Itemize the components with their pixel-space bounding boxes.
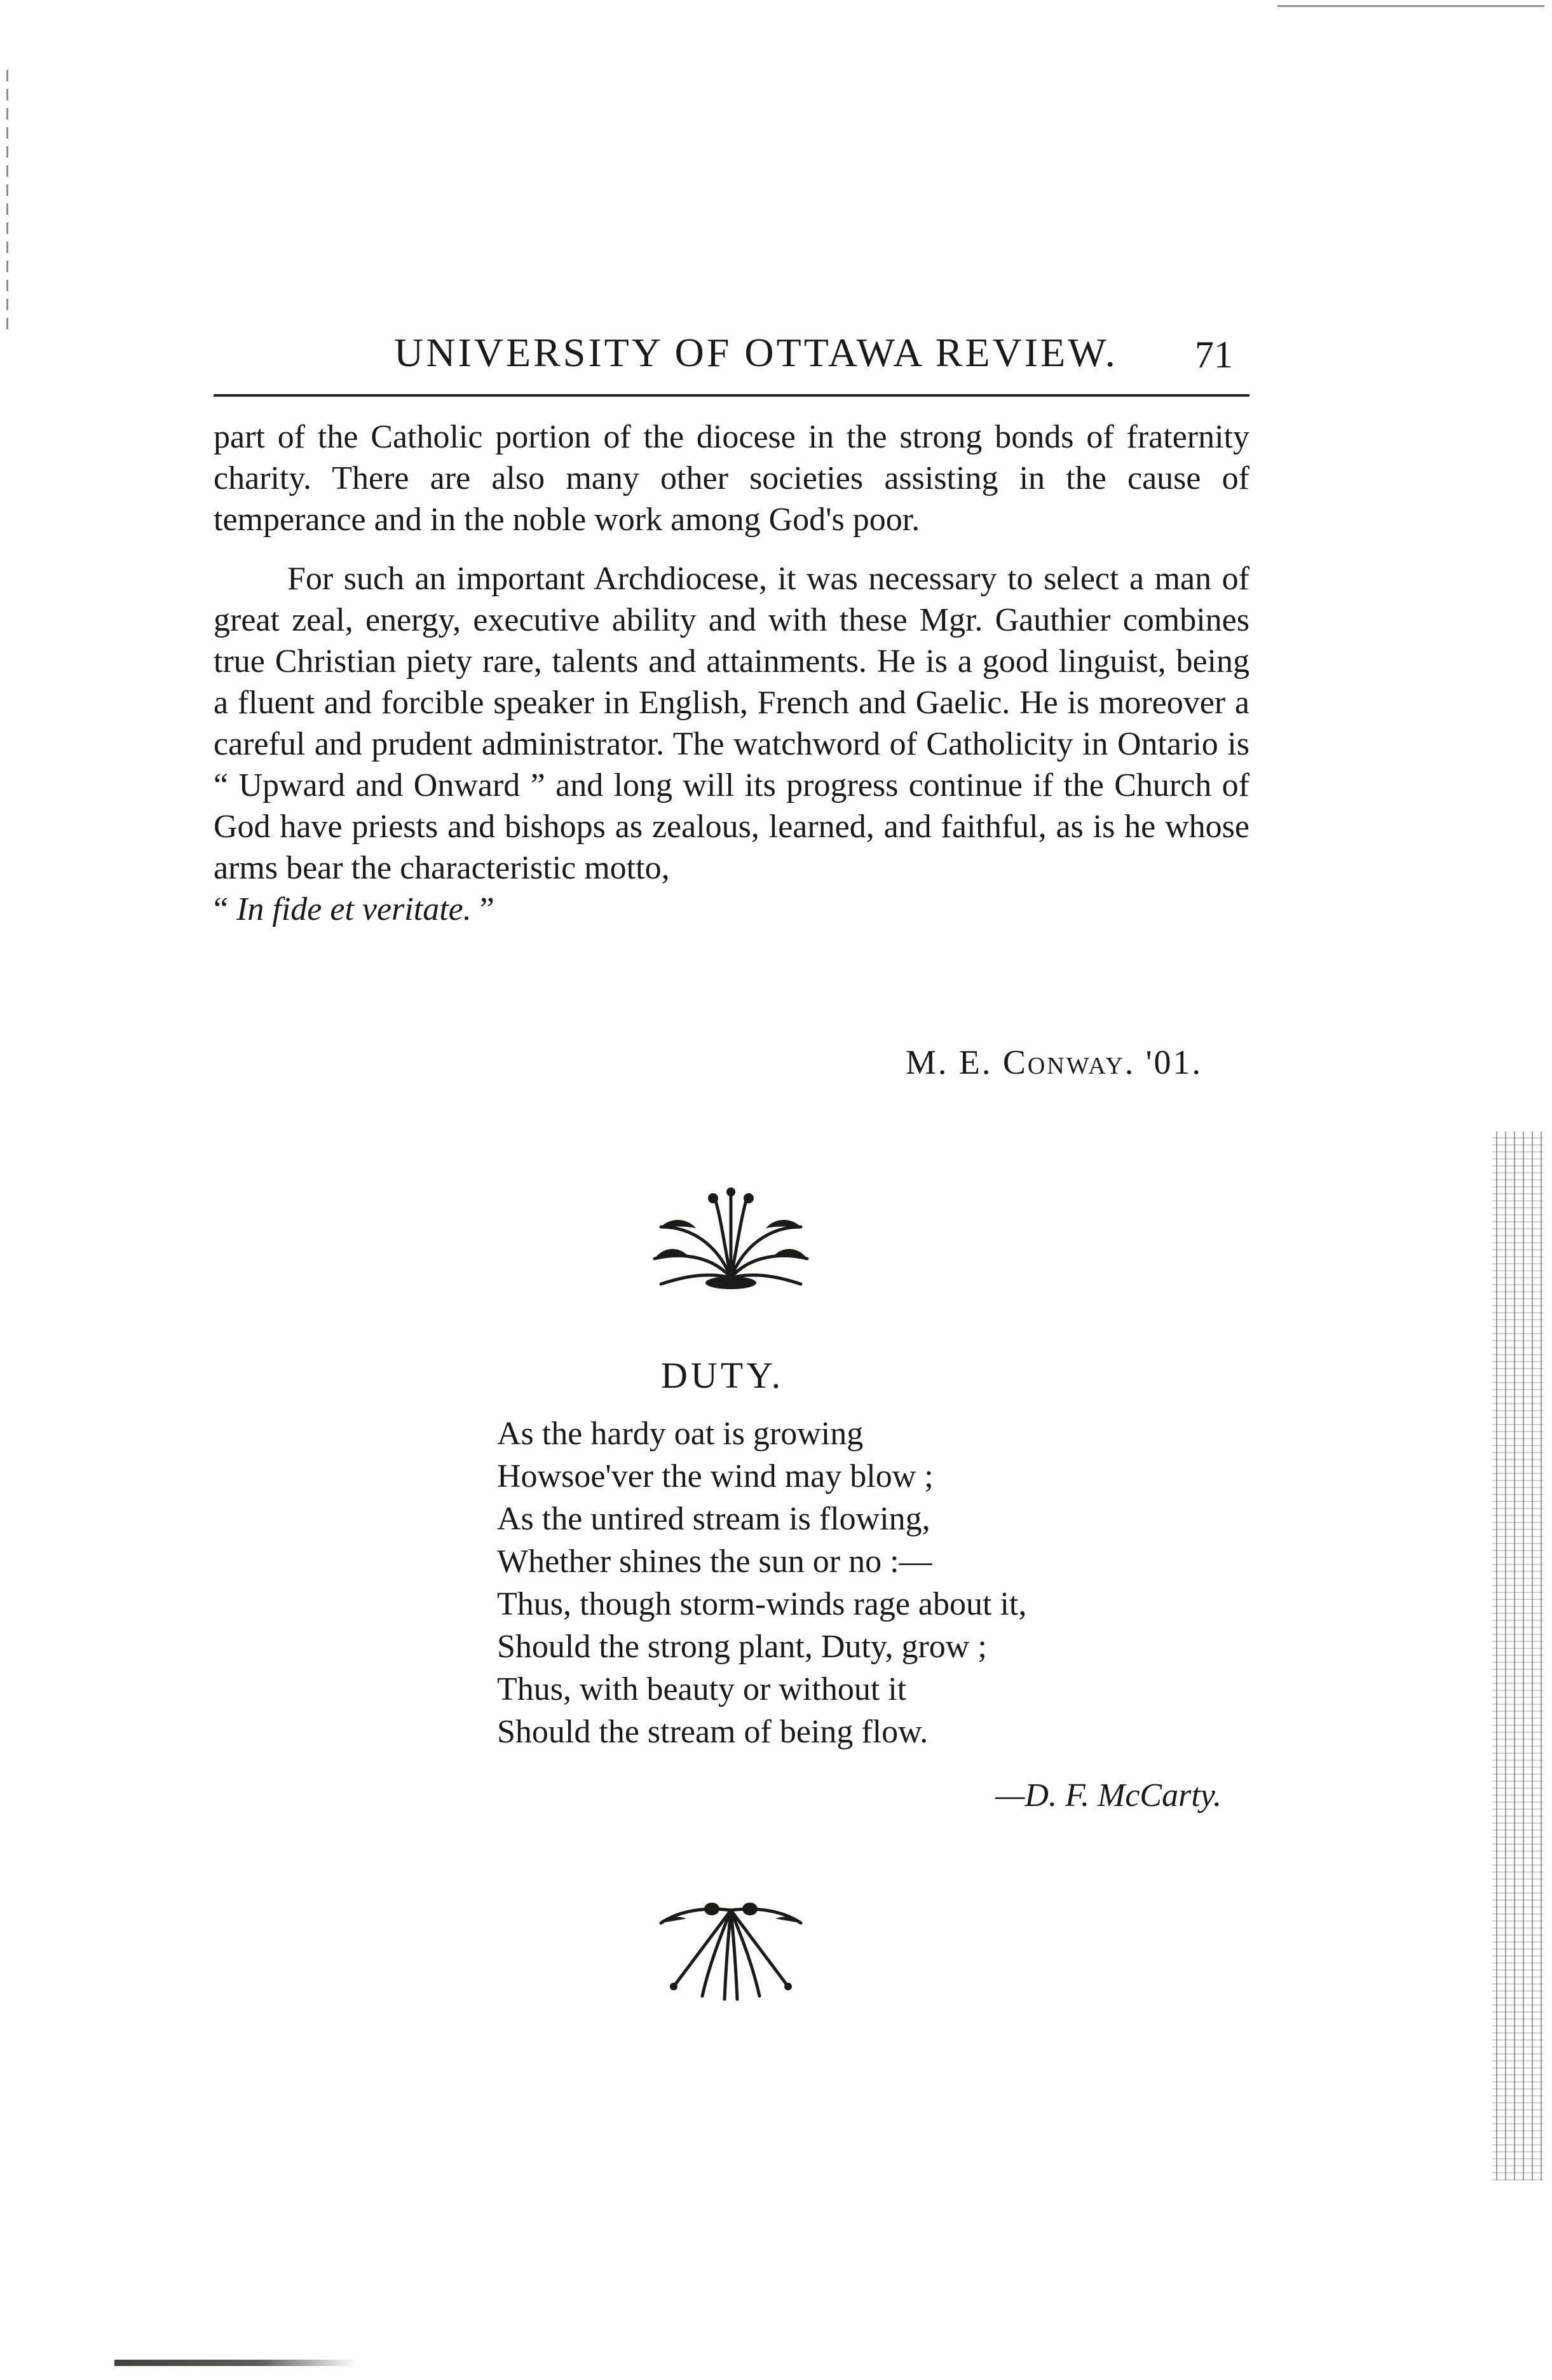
floral-fan-ornament <box>642 1182 820 1297</box>
scan-edge-artifact-top <box>1277 5 1544 7</box>
running-head <box>210 318 1246 375</box>
floral-tailpiece-ornament <box>642 1898 820 2006</box>
article-signature: M. E. Conway. '01. <box>905 1043 1202 1081</box>
scan-edge-artifact-left <box>6 70 8 337</box>
poem-line: Should the strong plant, Duty, grow ; <box>497 1629 987 1665</box>
poem-line: Thus, though storm-winds rage about it, <box>497 1586 1027 1622</box>
poem-author: —D. F. McCarty. <box>995 1777 1222 1814</box>
motto-open-quote: “ <box>214 891 237 927</box>
page-number: 71 <box>1195 334 1233 376</box>
scan-edge-artifact-right <box>1492 1132 1543 2180</box>
paragraph-archdiocese <box>214 558 1249 930</box>
poem-line: As the hardy oat is growing <box>497 1416 864 1452</box>
scan-edge-artifact-bottom <box>114 2360 356 2366</box>
poem-line: Whether shines the sun or no :— <box>497 1543 932 1580</box>
paragraph-archdiocese-text: For such an important Archdiocese, it was necessary to select a man of great zeal, energy, executive ability and with these Mgr. Gauthier combines true Christian piety rare, talents and attainments. He is a good linguist, being a fluent and forcible speaker in English, French and Gaelic. He is moreover a careful and prudent administrator. The watchword of Catholicity in Ontario is “ Upward and Onward ” and long will its progress continue if the Church of God have priests and bishops as zealous, learned, and faithful, as is he whose arms bear the characteristic motto, <box>214 561 1249 886</box>
paragraph-continued: part of the Catholic portion of the diocese in the strong bonds of fraternity charity. There are also many other societies assisting in the cause of temperance and in the noble work among God's poor. <box>214 419 1249 538</box>
article-body <box>214 416 1249 930</box>
poem-body <box>497 1412 1260 1753</box>
poem-line: Howsoe'ver the wind may blow ; <box>497 1458 934 1494</box>
poem-line: As the untired stream is flowing, <box>497 1501 930 1537</box>
motto-close-quote: ” <box>471 891 494 927</box>
poem-line: Thus, with beauty or without it <box>497 1671 907 1707</box>
poem-title: DUTY. <box>661 1355 784 1396</box>
running-title: UNIVERSITY OF OTTAWA REVIEW. <box>394 330 1118 375</box>
poem-line: Should the stream of being flow. <box>497 1714 929 1750</box>
header-rule <box>214 394 1249 397</box>
latin-motto: In fide et veritate. <box>236 891 472 927</box>
